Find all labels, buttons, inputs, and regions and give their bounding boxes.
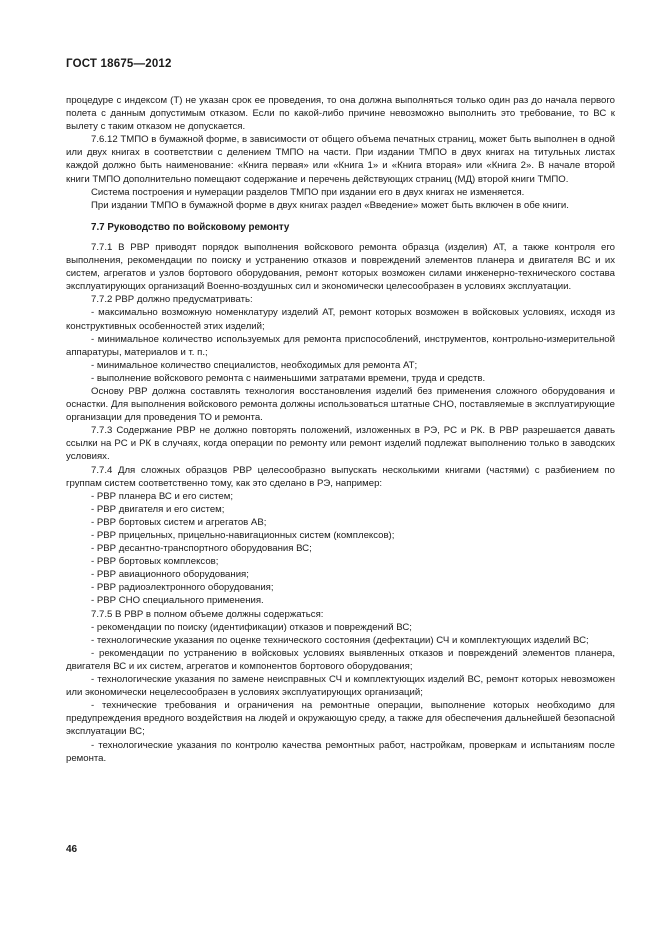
list-item: - РВР прицельных, прицельно-навигационных систем (комплексов); [91, 530, 395, 541]
paragraph: процедуре с индексом (Т) не указан срок ее проведения, то она должна выполняться только один раз до начала первого полета с данным допустимым отказом. Если по какой-либо причине невозможно выполнить это требование, то ВС к вылету с таким отказом не допускается. [66, 95, 615, 133]
list-item: - минимальное количество используемых для ремонта приспособлений, инструментов, контрольно-измерительной аппаратуры, материалов и т. п.; [66, 333, 615, 358]
document-header: ГОСТ 18675—2012 [66, 58, 172, 70]
list-item: - технические требования и ограничения на ремонтные операции, выполнение которых необходимо для предупреждения вредного воздействия на людей и окружающую среду, а также для обеспечения дальнейшей безопасной эксплуатации ВС; [66, 700, 615, 738]
list-item: - технологические указания по контролю качества ремонтных работ, настройкам, проверкам и испытаниям после ремонта. [66, 739, 615, 764]
paragraph: 7.7.5 В РВР в полном объеме должны содержаться: [91, 608, 324, 620]
page-number: 46 [66, 844, 78, 855]
paragraph: При издании ТМПО в бумажной форме в двух книгах раздел «Введение» может быть включен в обе книги. [91, 199, 569, 211]
list-item: - РВР радиоэлектронного оборудования; [91, 582, 274, 594]
list-item: - рекомендации по устранению в войсковых условиях выявленных отказов и повреждений элементов планера, двигателя ВС и их систем, агрегатов и компонентов бортового оборудования; [66, 647, 615, 672]
list-item: - РВР авиационного оборудования; [91, 569, 249, 581]
paragraph: 7.7.2 РВР должно предусматривать: [91, 294, 253, 306]
list-item: - технологические указания по оценке технического состояния (дефектации) СЧ и комплектующих изделий ВС; [91, 634, 589, 646]
list-item: - РВР бортовых комплексов; [91, 556, 219, 568]
list-item: - рекомендации по поиску (идентификации) отказов и повреждений ВС; [91, 621, 412, 633]
paragraph: 7.7.4 Для сложных образцов РВР целесообразно выпускать несколькими книгами (частями) с разбиением по группам систем соответственно тому, как это сделано в РЭ, например: [66, 464, 615, 489]
list-item: - минимальное количество специалистов, необходимых для ремонта АТ; [91, 359, 418, 371]
paragraph: 7.7.3 Содержание РВР не должно повторять положений, изложенных в РЭ, РС и РК. В РВР разрешается давать ссылки на РС и РК в случаях, когда операции по ремонту или ремонт изделий подлежат выполнению только в заводских условиях. [66, 425, 615, 463]
paragraph: 7.6.12 ТМПО в бумажной форме, в зависимости от общего объема печатных страниц, может быть выполнен в одной или двух книгах в соответствии с делением ТМПО на части. При издании ТМПО в двух книгах на титульных листах каждой должно быть наименование: «Книга первая» или «Книга 1» и «Книга вторая» или «Книга 2». В начале второй книги ТМПО дополнительно помещают содержание и перечень действующих страниц (МД) второй книги ТМПО. [66, 134, 615, 185]
list-item: - РВР десантно-транспортного оборудования ВС; [91, 543, 312, 555]
paragraph: Основу РВР должна составлять технология восстановления изделий без применения сложного оборудования и оснастки. Для выполнения войскового ремонта должны использоваться штатные СНО, поставляемые в эксплуатирующие организации для проведения ТО и ремонта. [66, 385, 615, 424]
paragraph: Система построения и нумерации разделов ТМПО при издании его в двух книгах не изменяется. [91, 186, 525, 198]
list-item: - максимально возможную номенклатуру изделий АТ, ремонт которых возможен в войсковых условиях, исходя из конструктивных особенностей этих изделий; [66, 307, 615, 332]
list-item: - РВР СНО специального применения. [91, 595, 264, 607]
paragraph: 7.7.1 В РВР приводят порядок выполнения войскового ремонта образца (изделия) АТ, а также контроля его выполнения, рекомендации по поиску и устранению отказов и повреждений элементов планера и двигателя ВС и их систем, агрегатов и узлов бортового оборудования, ремонт которых возможен силами инженерно-технического состава эксплуатирующих организаций Военно-воздушных сил и экономически целесообразен в условиях эксплуатации. [66, 241, 615, 293]
list-item: - технологические указания по замене неисправных СЧ и комплектующих изделий ВС, ремонт которых невозможен или экономически нецелесообразен в условиях эксплуатирующих организаций; [66, 674, 615, 699]
section-heading: 7.7 Руководство по войсковому ремонту [91, 221, 290, 233]
list-item: - выполнение войскового ремонта с наименьшими затратами времени, труда и средств. [91, 372, 486, 384]
list-item: - РВР бортовых систем и агрегатов АВ; [91, 516, 267, 528]
list-item: - РВР планера ВС и его систем; [91, 490, 233, 502]
page-content [66, 94, 615, 765]
list-item: - РВР двигателя и его систем; [91, 503, 225, 515]
